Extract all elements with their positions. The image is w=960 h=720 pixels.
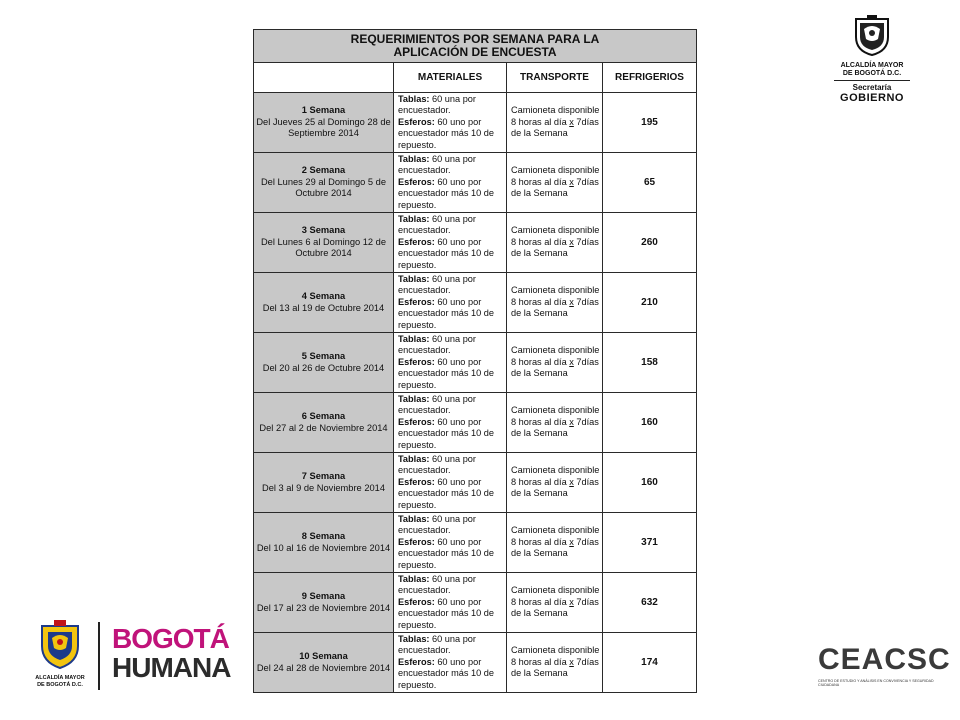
transport-after: 7días de la Semana xyxy=(511,656,599,679)
esferos-text: 60 uno por encuestador más 10 de repuesto. xyxy=(398,416,495,450)
header-refrigerios: REFRIGERIOS xyxy=(603,63,697,93)
tablas-label: Tablas: xyxy=(398,454,430,464)
tablas-label: Tablas: xyxy=(398,334,430,344)
refrigerios-cell: 65 xyxy=(603,153,697,213)
week-cell xyxy=(254,153,394,213)
table-row xyxy=(254,213,697,273)
table-row xyxy=(254,393,697,453)
week-title: 2 Semana xyxy=(301,165,346,176)
bogota-word: BOGOTÁ xyxy=(112,623,229,654)
esferos-label: Esferos: xyxy=(398,596,435,607)
tablas-label: Tablas: xyxy=(398,214,430,224)
transport-after: 7días de la Semana xyxy=(511,416,599,439)
esferos-text: 60 uno por encuestador más 10 de repuesto. xyxy=(398,536,495,570)
week-cell xyxy=(254,633,394,693)
table-row xyxy=(254,333,697,393)
week-dates: Del Lunes 29 al Domingo 5 de Octubre 2014 xyxy=(260,176,387,199)
esferos-label: Esferos: xyxy=(398,416,435,427)
refrigerios-cell: 195 xyxy=(603,93,697,153)
alcaldia-small-logo xyxy=(28,620,92,688)
week-title: 9 Semana xyxy=(301,591,346,601)
week-dates: Del 20 al 26 de Octubre 2014 xyxy=(262,362,385,373)
week-title: 7 Semana xyxy=(301,471,346,481)
esferos-text: 60 uno por encuestador más 10 de repuesto. xyxy=(398,596,495,630)
logo-divider xyxy=(98,622,100,690)
refrigerios-cell: 174 xyxy=(603,633,697,693)
week-cell xyxy=(254,573,394,633)
esferos-label: Esferos: xyxy=(398,536,435,547)
refrigerios-cell: 260 xyxy=(603,213,697,273)
materials-cell xyxy=(394,333,507,393)
table-row xyxy=(254,633,697,693)
table-row xyxy=(254,453,697,513)
tablas-label: Tablas: xyxy=(398,274,430,284)
esferos-text: 60 uno por encuestador más 10 de repuesto. xyxy=(398,116,495,150)
transport-cell xyxy=(507,93,603,153)
humana-word: HUMANA xyxy=(112,652,231,683)
table-row xyxy=(254,93,697,153)
esferos-text: 60 uno por encuestador más 10 de repuesto. xyxy=(398,176,495,210)
transport-after: 7días de la Semana xyxy=(511,116,599,139)
tablas-label: Tablas: xyxy=(398,634,430,644)
esferos-text: 60 uno por encuestador más 10 de repuesto. xyxy=(398,356,495,390)
esferos-label: Esferos: xyxy=(398,476,435,487)
materials-cell xyxy=(394,513,507,573)
week-title: 1 Semana xyxy=(301,105,346,116)
table-header-row xyxy=(254,63,697,93)
logo-top-divider xyxy=(834,80,910,81)
materials-cell xyxy=(394,453,507,513)
ceacsc-subtitle: CENTRO DE ESTUDIO Y ANÁLISIS EN CONVIVENCIA Y SEGURIDAD CIUDADANA xyxy=(818,679,934,687)
week-title: 6 Semana xyxy=(301,411,346,421)
tablas-label: Tablas: xyxy=(398,574,430,584)
transport-after: 7días de la Semana xyxy=(511,236,599,259)
transport-x: x xyxy=(569,116,574,127)
esferos-label: Esferos: xyxy=(398,176,435,187)
transport-cell xyxy=(507,573,603,633)
week-cell xyxy=(254,273,394,333)
tablas-text: 60 una por encuestador. xyxy=(398,634,476,656)
transport-cell xyxy=(507,393,603,453)
refrigerios-cell: 158 xyxy=(603,333,697,393)
transport-cell xyxy=(507,513,603,573)
transport-before: Camioneta disponible 8 horas al día xyxy=(511,645,600,667)
week-cell xyxy=(254,333,394,393)
transport-x: x xyxy=(569,536,574,547)
esferos-text: 60 uno por encuestador más 10 de repuesto. xyxy=(398,476,495,510)
transport-cell xyxy=(507,213,603,273)
tablas-label: Tablas: xyxy=(398,394,430,404)
esferos-text: 60 uno por encuestador más 10 de repuesto. xyxy=(398,236,495,270)
transport-x: x xyxy=(569,596,574,607)
alc-line1: ALCALDÍA MAYOR xyxy=(35,675,85,681)
week-title: 5 Semana xyxy=(301,351,346,361)
week-dates: Del Lunes 6 al Domingo 12 de Octubre 2014 xyxy=(260,236,387,259)
week-dates: Del Jueves 25 al Domingo 28 de Septiembre 2014 xyxy=(256,116,391,139)
tablas-text: 60 una por encuestador. xyxy=(398,154,476,176)
requirements-table xyxy=(253,29,697,693)
bogota-humana-logo xyxy=(28,620,231,700)
transport-cell xyxy=(507,153,603,213)
tablas-text: 60 una por encuestador. xyxy=(398,214,476,236)
transport-x: x xyxy=(569,356,574,367)
table-title-line1: REQUERIMIENTOS POR SEMANA PARA LA xyxy=(350,32,600,46)
transport-cell xyxy=(507,273,603,333)
transport-before: Camioneta disponible 8 horas al día xyxy=(511,465,600,487)
tablas-label: Tablas: xyxy=(398,514,430,524)
transport-before: Camioneta disponible 8 horas al día xyxy=(511,405,600,427)
table-row xyxy=(254,273,697,333)
week-dates: Del 3 al 9 de Noviembre 2014 xyxy=(262,482,385,493)
week-dates: Del 10 al 16 de Noviembre 2014 xyxy=(256,542,391,553)
week-dates: Del 27 al 2 de Noviembre 2014 xyxy=(259,422,388,433)
esferos-label: Esferos: xyxy=(398,116,435,127)
table-row xyxy=(254,153,697,213)
logo-top-line1: ALCALDÍA MAYOR xyxy=(840,62,904,69)
refrigerios-cell: 160 xyxy=(603,453,697,513)
transport-after: 7días de la Semana xyxy=(511,476,599,499)
materials-cell xyxy=(394,633,507,693)
week-title: 4 Semana xyxy=(301,291,346,301)
week-cell xyxy=(254,393,394,453)
week-title: 8 Semana xyxy=(301,531,346,541)
transport-cell xyxy=(507,633,603,693)
materials-cell xyxy=(394,213,507,273)
tablas-label: Tablas: xyxy=(398,154,430,164)
materials-cell xyxy=(394,93,507,153)
transport-before: Camioneta disponible 8 horas al día xyxy=(511,585,600,607)
week-dates: Del 13 al 19 de Octubre 2014 xyxy=(262,302,385,313)
ceacsc-wordmark: CEACSC xyxy=(818,643,951,676)
materials-cell xyxy=(394,393,507,453)
transport-after: 7días de la Semana xyxy=(511,536,599,559)
bogota-humana-wordmark xyxy=(112,624,230,682)
transport-x: x xyxy=(569,236,574,247)
esferos-text: 60 uno por encuestador más 10 de repuesto. xyxy=(398,296,495,330)
week-cell xyxy=(254,513,394,573)
week-cell xyxy=(254,213,394,273)
transport-before: Camioneta disponible 8 horas al día xyxy=(511,105,600,127)
week-cell xyxy=(254,93,394,153)
logo-top-line2: DE BOGOTÁ D.C. xyxy=(842,70,902,77)
refrigerios-cell: 371 xyxy=(603,513,697,573)
transport-after: 7días de la Semana xyxy=(511,176,599,199)
transport-before: Camioneta disponible 8 horas al día xyxy=(511,285,600,307)
transport-after: 7días de la Semana xyxy=(511,296,599,319)
table-row xyxy=(254,573,697,633)
tablas-text: 60 una por encuestador. xyxy=(398,514,476,536)
transport-before: Camioneta disponible 8 horas al día xyxy=(511,525,600,547)
materials-cell xyxy=(394,273,507,333)
materials-cell xyxy=(394,573,507,633)
transport-before: Camioneta disponible 8 horas al día xyxy=(511,165,600,187)
transport-after: 7días de la Semana xyxy=(511,356,599,379)
refrigerios-cell: 160 xyxy=(603,393,697,453)
alc-line2: DE BOGOTÁ D.C. xyxy=(37,681,83,688)
header-transporte: TRANSPORTE xyxy=(507,63,603,93)
transport-after: 7días de la Semana xyxy=(511,596,599,619)
esferos-label: Esferos: xyxy=(398,296,435,307)
week-dates: Del 24 al 28 de Noviembre 2014 xyxy=(256,662,391,673)
transport-x: x xyxy=(569,176,574,187)
refrigerios-cell: 210 xyxy=(603,273,697,333)
tablas-text: 60 una por encuestador. xyxy=(398,94,476,116)
tablas-text: 60 una por encuestador. xyxy=(398,334,476,356)
transport-x: x xyxy=(569,476,574,487)
header-blank xyxy=(254,63,394,93)
esferos-label: Esferos: xyxy=(398,656,435,667)
transport-before: Camioneta disponible 8 horas al día xyxy=(511,345,600,367)
bogota-coat-of-arms-icon xyxy=(852,15,892,57)
transport-cell xyxy=(507,333,603,393)
table-row xyxy=(254,513,697,573)
week-dates: Del 17 al 23 de Noviembre 2014 xyxy=(256,602,391,613)
esferos-label: Esferos: xyxy=(398,236,435,247)
materials-cell xyxy=(394,153,507,213)
table-title-line2: APLICACIÓN DE ENCUESTA xyxy=(393,45,557,59)
transport-cell xyxy=(507,453,603,513)
tablas-text: 60 una por encuestador. xyxy=(398,574,476,596)
logo-top-line3: Secretaría xyxy=(852,83,892,92)
week-title: 10 Semana xyxy=(299,651,348,661)
week-cell xyxy=(254,453,394,513)
refrigerios-cell: 632 xyxy=(603,573,697,633)
alcaldia-gobierno-logo xyxy=(822,15,922,104)
tablas-text: 60 una por encuestador. xyxy=(398,454,476,476)
week-title: 3 Semana xyxy=(301,225,346,236)
transport-x: x xyxy=(569,296,574,307)
esferos-text: 60 uno por encuestador más 10 de repuesto. xyxy=(398,656,495,690)
esferos-label: Esferos: xyxy=(398,356,435,367)
transport-x: x xyxy=(569,416,574,427)
tablas-label: Tablas: xyxy=(398,94,430,104)
table-title xyxy=(254,30,697,63)
transport-before: Camioneta disponible 8 horas al día xyxy=(511,225,600,247)
transport-x: x xyxy=(569,656,574,667)
tablas-text: 60 una por encuestador. xyxy=(398,274,476,296)
ceacsc-logo xyxy=(818,643,951,703)
tablas-text: 60 una por encuestador. xyxy=(398,394,476,416)
bogota-shield-icon xyxy=(38,620,82,670)
logo-top-line4: GOBIERNO xyxy=(840,92,904,104)
header-materiales: MATERIALES xyxy=(394,63,507,93)
